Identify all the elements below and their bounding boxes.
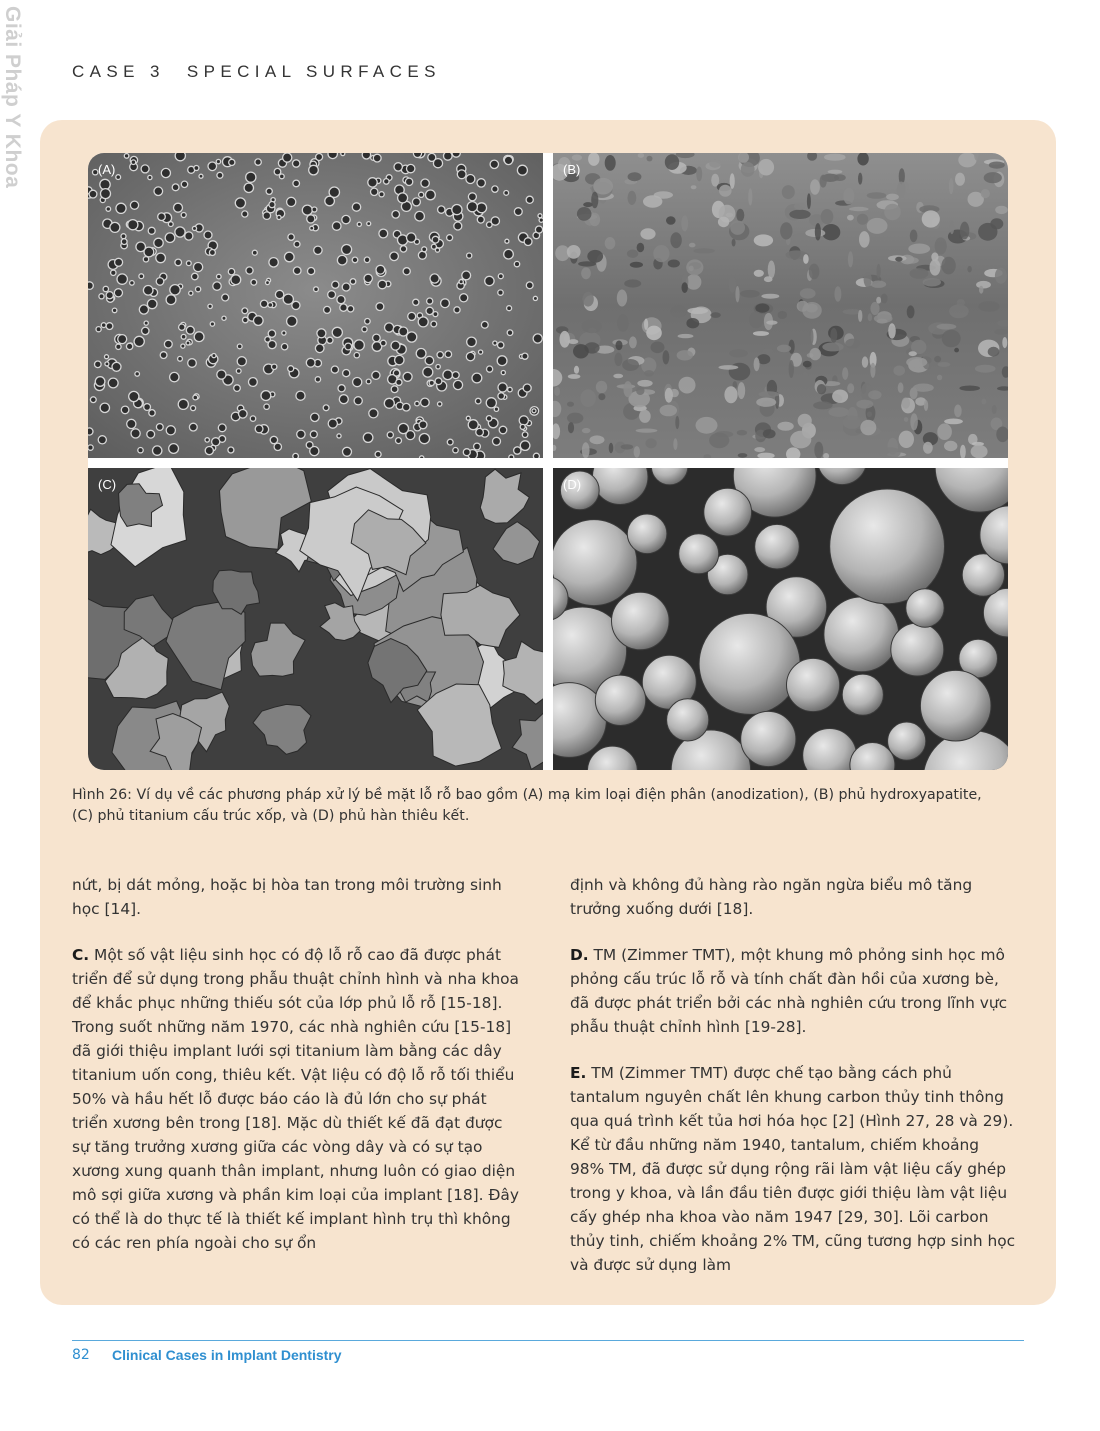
- paragraph-text: TM (Zimmer TMT), một khung mô phỏng sinh học mô phỏng cấu trúc lỗ rỗ và tính chất đàn hồi của xương bè, đã được phát triển bởi các nhà nghiên cứu trong lĩnh vực phẫu thuật chỉnh hình [19-28].: [570, 946, 1008, 1036]
- sem-a-graphic: [88, 153, 543, 458]
- paragraph-mark: C.: [72, 946, 90, 964]
- running-head-case: CASE 3: [72, 62, 165, 81]
- paragraph-c: [72, 943, 522, 1255]
- sem-image-sintered-beads: [553, 468, 1008, 770]
- watermark-text: Giải Pháp Y Khoa: [1, 6, 24, 189]
- paragraph-text: định và không đủ hàng rào ngăn ngừa biểu mô tăng trưởng xuống dưới [18].: [570, 876, 973, 918]
- paragraph-e: [570, 1061, 1016, 1277]
- sem-d-graphic: [553, 468, 1008, 770]
- figure-caption: Hình 26: Ví dụ về các phương pháp xử lý bề mặt lỗ rỗ bao gồm (A) mạ kim loại điện phân (anodization), (B) phủ hydroxyapatite, (C) phủ titanium cấu trúc xốp, và (D) phủ hàn thiêu kết.: [72, 787, 982, 824]
- sem-image-hydroxyapatite: [553, 153, 1008, 458]
- watermark: [0, 6, 24, 189]
- paragraph-text: TM (Zimmer TMT) được chế tạo bằng cách phủ tantalum nguyên chất lên khung carbon thủy tinh thông qua quá trình kết tủa hơi hóa học [2] (Hình 27, 28 và 29). Kể từ đầu những năm 1940, tantalum, chiếm khoảng 98% TM, đã được sử dụng rộng rãi làm vật liệu cấy ghép trong y khoa, và lần đầu tiên được giới thiệu làm vật liệu cấy ghép nha khoa vào năm 1947 [29, 30]. Lõi carbon thủy tinh, chiếm khoảng 2% TM, cũng tương hợp sinh học và được sử dụng làm: [570, 1064, 1016, 1274]
- figure-26: [88, 153, 1008, 770]
- footer-rule: [72, 1340, 1024, 1341]
- panel-label-d: (D): [563, 477, 582, 492]
- book-title: Clinical Cases in Implant Dentistry: [112, 1347, 342, 1363]
- paragraph-continued: [570, 873, 1016, 921]
- paragraph-mark: E.: [570, 1064, 587, 1082]
- paragraph-d: [570, 943, 1016, 1039]
- panel-label-b: (B): [563, 162, 581, 177]
- paragraph-text: nứt, bị dát mỏng, hoặc bị hòa tan trong môi trường sinh học [14].: [72, 876, 502, 918]
- paragraph-continued: [72, 873, 522, 921]
- body-column-left: [72, 873, 522, 1255]
- running-head: [72, 62, 441, 82]
- panel-label-c: (C): [98, 477, 117, 492]
- paragraph-text: Một số vật liệu sinh học có độ lỗ rỗ cao đã được phát triển để sử dụng trong phẫu thuật chỉnh hình và nha khoa để khắc phục những thiếu sót của lớp phủ lỗ rỗ [15-18]. Trong suốt những năm 1970, các nhà nghiên cứu [15-18] đã giới thiệu implant lưới sợi titanium làm bằng các dây titanium uốn cong, thiêu kết. Vật liệu có độ lỗ rỗ tối thiểu 50% và hầu hết lỗ được báo cáo là đủ lớn cho sự phát triển xương bên trong [18]. Mặc dù thiết kế đã đạt được sự tăng trưởng xương giữa các vòng dây và có sự tạo xương xung quanh thân implant, nhưng luôn có giao diện mô sợi giữa xương và phần kim loại của implant [18]. Đây có thể là do thực tế là thiết kế implant hình trụ thì không có các ren phía ngoài cho sự ổn: [72, 946, 519, 1252]
- running-head-section: SPECIAL SURFACES: [186, 62, 441, 81]
- panel-label-a: (A): [98, 162, 116, 177]
- sem-image-porous-titanium: [88, 468, 543, 770]
- page-number: 82: [72, 1347, 90, 1363]
- sem-b-graphic: [553, 153, 1008, 458]
- body-column-right: [570, 873, 1016, 1277]
- sem-image-anodization: [88, 153, 543, 458]
- sem-c-graphic: [88, 468, 543, 770]
- paragraph-mark: D.: [570, 946, 589, 964]
